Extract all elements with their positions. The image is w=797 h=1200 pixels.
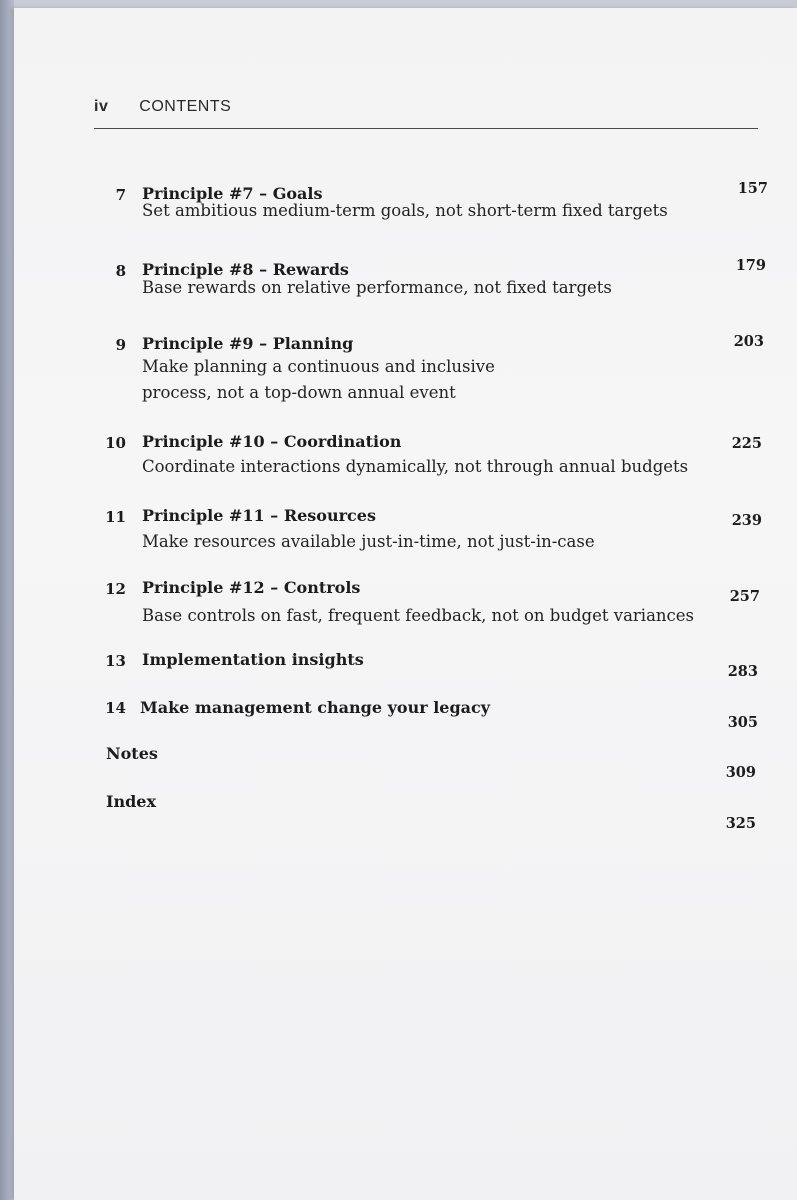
chapter-title: Principle #7 – Goals — [142, 184, 323, 203]
page-number: 225 — [731, 435, 762, 452]
chapter-title: Notes — [106, 744, 158, 763]
folio-number: iv — [94, 98, 109, 115]
chapter-number: 12 — [105, 580, 126, 598]
page-number: 257 — [729, 588, 760, 605]
chapter-number: 14 — [105, 699, 126, 717]
chapter-title: Principle #10 – Coordination — [142, 432, 402, 451]
page-number: 239 — [731, 512, 762, 529]
chapter-subtitle: process, not a top-down annual event — [142, 383, 456, 402]
page-number: 283 — [727, 663, 758, 680]
page-number: 203 — [733, 333, 764, 350]
chapter-number: 13 — [105, 652, 126, 670]
chapter-subtitle: Make planning a continuous and inclusive — [142, 357, 495, 376]
page-number: 305 — [727, 714, 758, 731]
chapter-title: Principle #8 – Rewards — [142, 260, 349, 279]
chapter-subtitle: Make resources available just-in-time, not just-in-case — [142, 532, 595, 551]
chapter-number: 8 — [115, 262, 126, 280]
page-number: 309 — [725, 764, 756, 781]
page-number: 157 — [737, 180, 768, 197]
chapter-title: Index — [106, 792, 157, 811]
book-edge — [0, 0, 14, 1200]
chapter-subtitle: Base controls on fast, frequent feedback, not on budget variances — [142, 606, 695, 625]
chapter-subtitle: Base rewards on relative performance, not fixed targets — [142, 278, 612, 297]
chapter-title: Principle #12 – Controls — [142, 578, 361, 597]
running-head-title: CONTENTS — [139, 98, 232, 115]
chapter-number: 9 — [115, 336, 126, 354]
chapter-subtitle: Coordinate interactions dynamically, not through annual budgets — [142, 457, 689, 476]
chapter-subtitle: Set ambitious medium-term goals, not short-term fixed targets — [142, 201, 668, 220]
chapter-number: 7 — [115, 186, 126, 204]
chapter-title: Implementation insights — [142, 650, 364, 669]
running-head — [94, 98, 231, 116]
chapter-title: Principle #9 – Planning — [142, 334, 354, 353]
chapter-title: Principle #11 – Resources — [142, 506, 376, 525]
header-rule — [94, 128, 758, 129]
chapter-number: 10 — [105, 434, 126, 452]
chapter-number: 11 — [105, 508, 126, 526]
page-number: 179 — [735, 257, 766, 274]
page-number: 325 — [725, 815, 756, 832]
chapter-title: Make management change your legacy — [140, 698, 491, 717]
